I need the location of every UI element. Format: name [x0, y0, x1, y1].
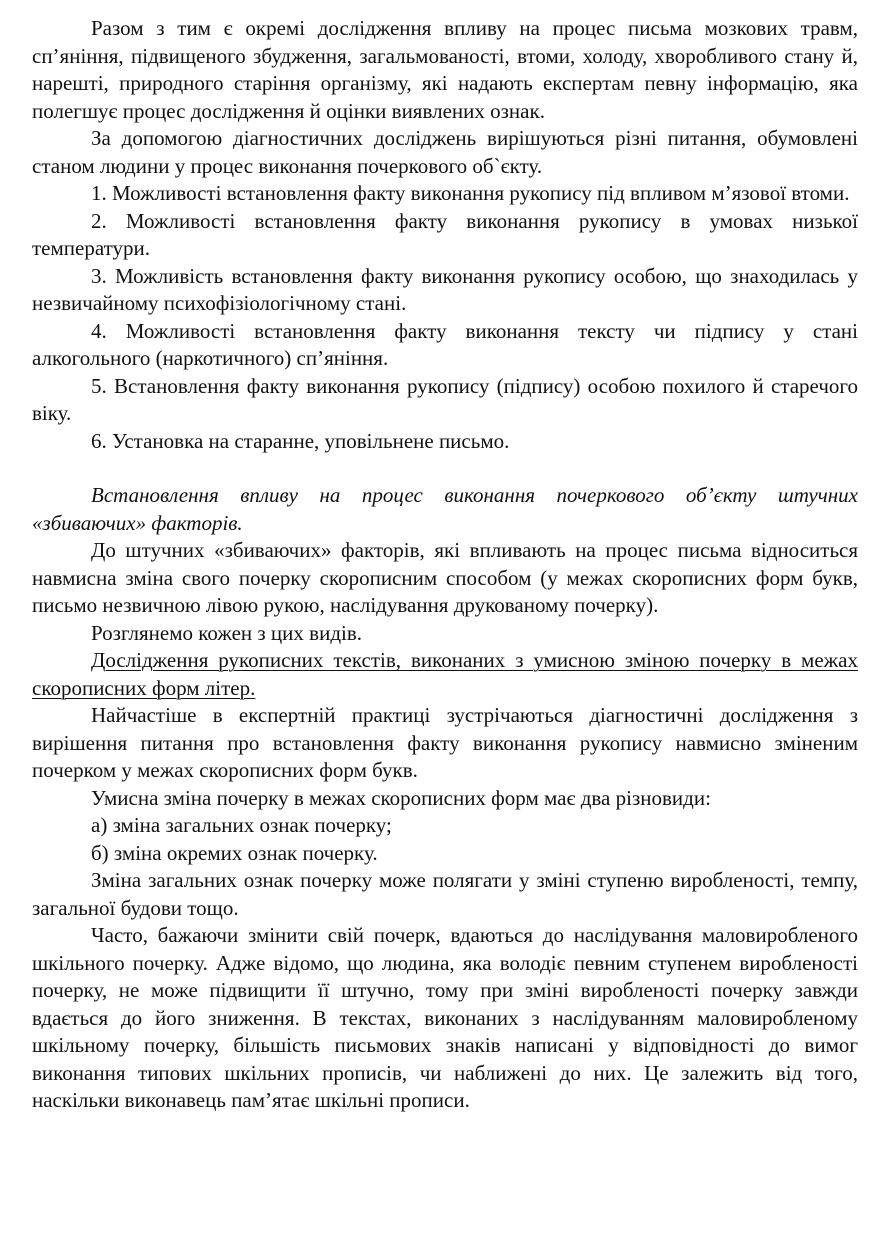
list-item-2: 2. Можливості встановлення факту виконання рукопису в умовах низької температури. [32, 208, 858, 260]
paragraph-gap [32, 455, 858, 482]
list-item-a: а) зміна загальних ознак почерку; [91, 813, 392, 837]
section-heading-italic: Встановлення впливу на процес виконання почеркового об’єкту штучних «збиваючих» факторів. [32, 483, 858, 535]
paragraph-two-kinds: Умисна зміна почерку в межах скорописних форм має два різновиди: [91, 785, 711, 810]
paragraph-general-signs: Зміна загальних ознак почерку може полягати у зміні ступеню виробленості, темпу, загальної будови тощо. [32, 868, 858, 920]
paragraph-imitation: Часто, бажаючи змінити свій почерк, вдаються до наслідування маловиробленого шкільного почерку. Адже відомо, що людина, яка володіє певним ступенем виробленості почерку, не може підвищити її штучно, тому при зміні виробленості почерку завжди вдається до його зниження. В текстах, виконаних з наслідуванням маловиробленому шкільному почерку, більшість письмових знаків написані у відповідності до вимог виконання типових шкільних прописів, чи наближені до них. Це залежить від того, наскільки виконавець пам’ятає шкільні прописи. [32, 923, 858, 1112]
document-page [32, 15, 858, 1115]
list-item-5: 5. Встановлення факту виконання рукопису (підпису) особою похилого й старечого віку. [32, 373, 858, 425]
list-item-4: 4. Можливості встановлення факту виконання тексту чи підпису у стані алкогольного (наркотичного) сп’яніння. [32, 318, 858, 370]
paragraph-diagnostic-questions: За допомогою діагностичних досліджень вирішуються різні питання, обумовлені станом людини у процес виконання почеркового об`єкту. [32, 126, 858, 178]
paragraph-intro: Разом з тим є окремі дослідження впливу на процес письма мозкових травм, сп’яніння, підвищеного збудження, загальмованості, втоми, холоду, хворобливого стану й, нарешті, природного старіння організму, які надають експертам певну інформацію, яка полегшує процес дослідження й оцінки виявлених ознак. [32, 16, 858, 123]
list-item-6: 6. Установка на старанне, уповільнене письмо. [91, 428, 510, 453]
paragraph-consider-types: Розглянемо кожен з цих видів. [91, 620, 363, 645]
list-item-b: б) зміна окремих ознак почерку. [91, 840, 378, 865]
paragraph-most-often: Найчастіше в експертній практиці зустрічаються діагностичні дослідження з вирішення питання про встановлення факту виконання рукопису навмисно зміненим почерком у межах скорописних форм букв. [32, 703, 858, 782]
section-heading-underlined: Дослідження рукописних текстів, виконаних з умисною зміною почерку в межах скорописних форм літер. [32, 648, 858, 700]
list-item-1: 1. Можливості встановлення факту виконання рукопису під впливом м’язової втоми. [91, 181, 850, 205]
list-item-3: 3. Можливість встановлення факту виконання рукопису особою, що знаходилась у незвичайному психофізіологічному стані. [32, 263, 858, 315]
paragraph-artificial-factors: До штучних «збиваючих» факторів, які впливають на процес письма відноситься навмисна зміна свого почерку скорописним способом (у межах скорописних форм букв, письмо незвичною лівою рукою, наслідування друкованому почерку). [32, 538, 858, 617]
